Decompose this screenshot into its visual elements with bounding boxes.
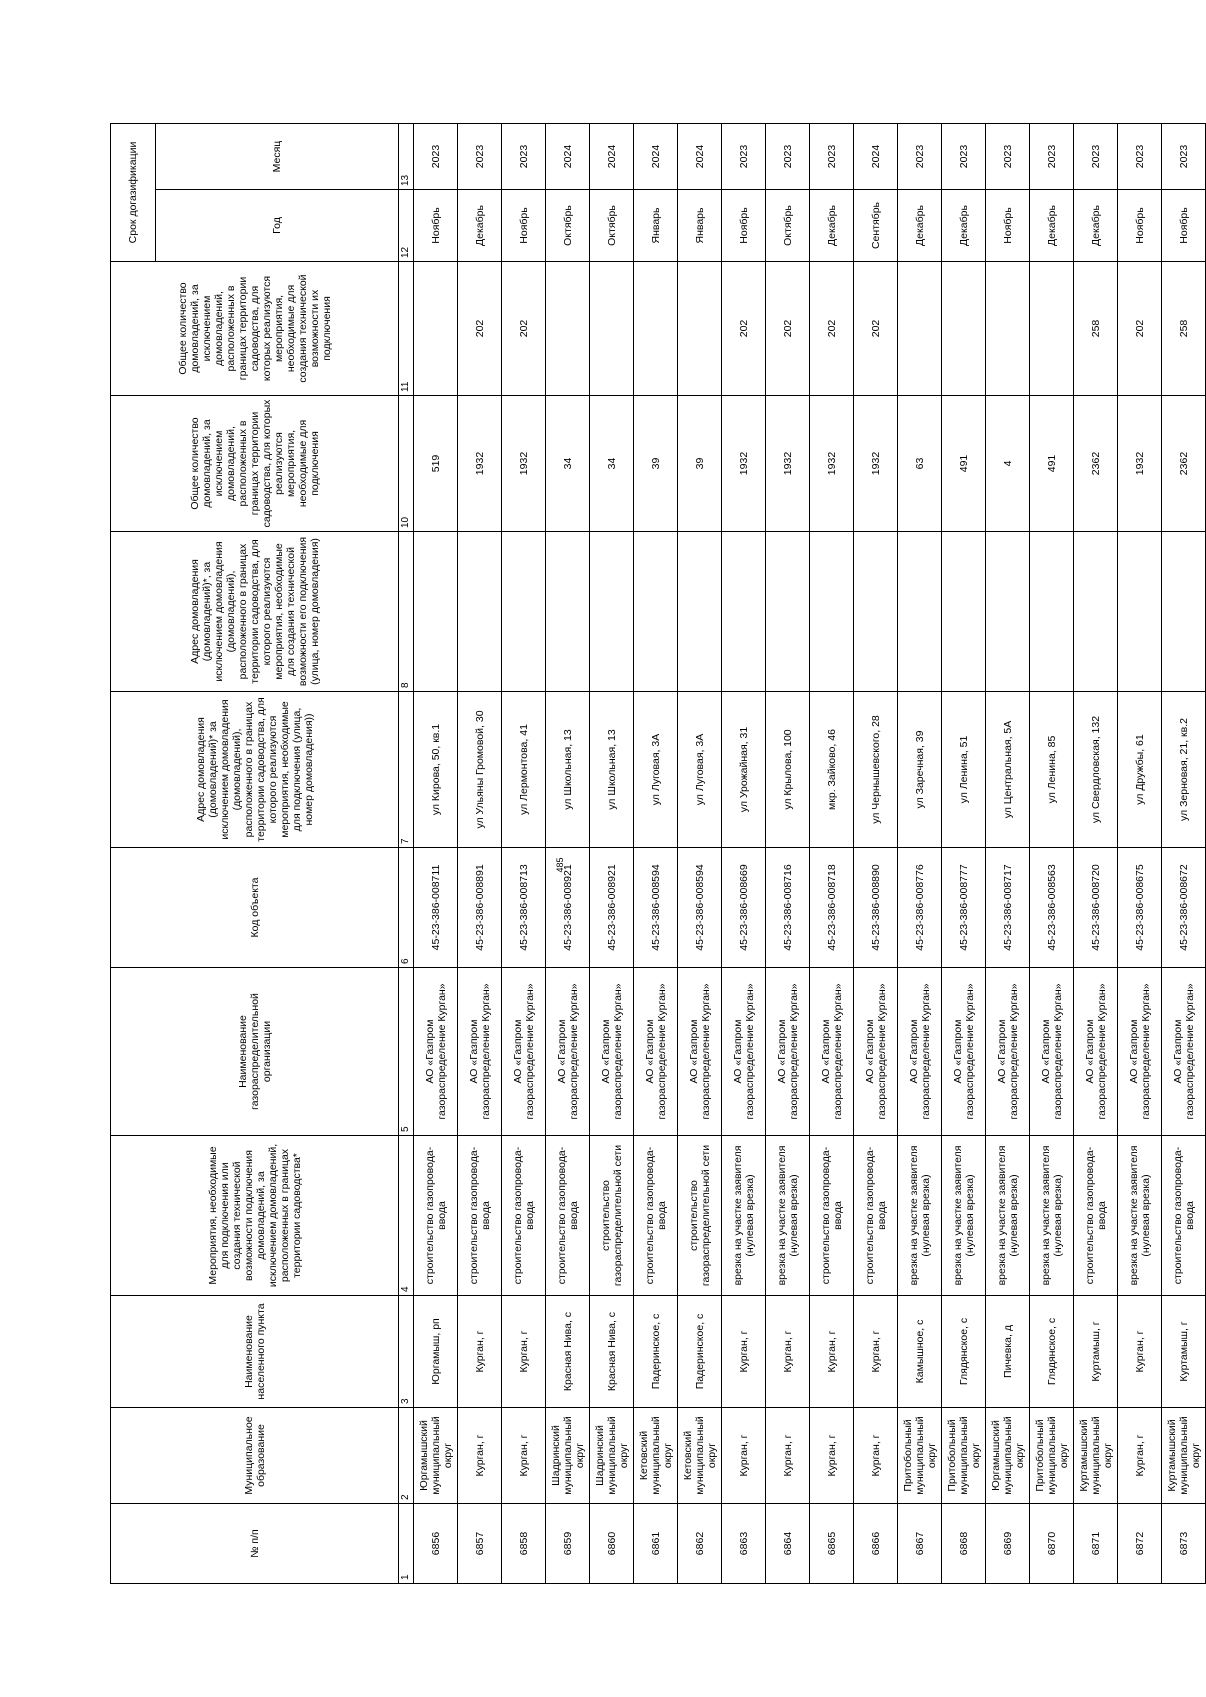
column-number: 5 <box>399 968 414 1136</box>
cell-year: Ноябрь <box>1162 190 1206 262</box>
cell-month: 2024 <box>546 124 590 190</box>
cell-num: 6867 <box>898 1504 942 1584</box>
cell-object-code: 45-23-386-008776 <box>898 848 942 968</box>
cell-num: 6873 <box>1162 1504 1206 1584</box>
cell-measure: врезка на участке заявителя (нулевая врезка) <box>898 1136 942 1296</box>
cell-count-connection: 1932 <box>722 396 766 532</box>
cell-settlement: Куртамыш, г <box>1162 1296 1206 1408</box>
cell-num: 6871 <box>1074 1504 1118 1584</box>
cell-municipality: Шадринский муниципальный округ <box>590 1408 634 1504</box>
cell-address-tech <box>634 532 678 692</box>
cell-address-tech <box>678 532 722 692</box>
cell-count-tech <box>1030 262 1074 396</box>
cell-num: 6863 <box>722 1504 766 1584</box>
cell-municipality: Курган, г <box>1118 1408 1162 1504</box>
page-number: 485 <box>555 857 565 873</box>
header-num: № п/п <box>111 1504 399 1584</box>
cell-measure: строительство газопровода-ввода <box>546 1136 590 1296</box>
table-row <box>414 124 458 1584</box>
cell-gas-org: АО «Газпром газораспределение Курган» <box>1030 968 1074 1136</box>
column-number: 1 <box>399 1504 414 1584</box>
cell-gas-org: АО «Газпром газораспределение Курган» <box>1118 968 1162 1136</box>
cell-object-code: 45-23-386-008777 <box>942 848 986 968</box>
cell-settlement: Глядянское, с <box>942 1296 986 1408</box>
cell-address-tech <box>414 532 458 692</box>
cell-num: 6862 <box>678 1504 722 1584</box>
table-row <box>502 124 546 1584</box>
cell-count-connection: 2362 <box>1074 396 1118 532</box>
cell-count-tech: 202 <box>1118 262 1162 396</box>
header-year: Год <box>156 190 399 262</box>
cell-num: 6858 <box>502 1504 546 1584</box>
cell-settlement: Падеринское, с <box>678 1296 722 1408</box>
cell-count-tech: 202 <box>722 262 766 396</box>
cell-address-tech <box>722 532 766 692</box>
cell-gas-org: АО «Газпром газораспределение Курган» <box>546 968 590 1136</box>
table-row <box>810 124 854 1584</box>
cell-gas-org: АО «Газпром газораспределение Курган» <box>590 968 634 1136</box>
cell-municipality: Юргамышский муниципальный округ <box>986 1408 1030 1504</box>
table-row <box>546 124 590 1584</box>
cell-count-connection: 34 <box>546 396 590 532</box>
cell-year: Декабрь <box>1030 190 1074 262</box>
cell-measure: строительство газопровода-ввода <box>854 1136 898 1296</box>
cell-municipality: Кетовский муниципальный округ <box>678 1408 722 1504</box>
header-settlement: Наименование населенного пункта <box>111 1296 399 1408</box>
cell-count-tech <box>678 262 722 396</box>
header-gas-org: Наименование газораспределительной организации <box>111 968 399 1136</box>
column-number: 12 <box>399 190 414 262</box>
cell-year: Ноябрь <box>722 190 766 262</box>
cell-year: Ноябрь <box>986 190 1030 262</box>
cell-object-code: 45-23-386-008890 <box>854 848 898 968</box>
cell-settlement: Пичевка, д <box>986 1296 1030 1408</box>
table-row <box>590 124 634 1584</box>
cell-num: 6868 <box>942 1504 986 1584</box>
rotated-table-container <box>110 124 1202 1584</box>
cell-count-tech: 202 <box>502 262 546 396</box>
cell-object-code: 45-23-386-008672 <box>1162 848 1206 968</box>
cell-municipality: Кетовский муниципальный округ <box>634 1408 678 1504</box>
cell-settlement: Красная Нива, с <box>590 1296 634 1408</box>
cell-measure: врезка на участке заявителя (нулевая врезка) <box>722 1136 766 1296</box>
cell-object-code: 45-23-386-008669 <box>722 848 766 968</box>
cell-year: Январь <box>678 190 722 262</box>
table-row <box>1162 124 1206 1584</box>
cell-address-tech <box>1074 532 1118 692</box>
cell-object-code: 45-23-386-008716 <box>766 848 810 968</box>
column-number: 13 <box>399 124 414 190</box>
cell-object-code: 45-23-386-008921 <box>590 848 634 968</box>
header-address-connection: Адрес домовладения (домовладений)* за исключением домовладения (домовладений), расположенного в границах территории садоводства, для которого реализуются мероприятия, необходимые для подключения (улица, номер домовладения)) <box>111 692 399 848</box>
cell-municipality: Курган, г <box>854 1408 898 1504</box>
cell-address-tech <box>502 532 546 692</box>
cell-address-tech <box>590 532 634 692</box>
cell-count-connection: 34 <box>590 396 634 532</box>
cell-measure: строительство газопровода-ввода <box>414 1136 458 1296</box>
cell-gas-org: АО «Газпром газораспределение Курган» <box>1162 968 1206 1136</box>
table-row <box>1118 124 1162 1584</box>
cell-municipality: Курган, г <box>722 1408 766 1504</box>
cell-year: Ноябрь <box>502 190 546 262</box>
cell-address-tech <box>458 532 502 692</box>
cell-count-tech <box>986 262 1030 396</box>
cell-year: Октябрь <box>766 190 810 262</box>
cell-month: 2023 <box>458 124 502 190</box>
cell-count-connection: 491 <box>1030 396 1074 532</box>
cell-gas-org: АО «Газпром газораспределение Курган» <box>1074 968 1118 1136</box>
cell-address-connection: ул Чернышевского, 28 <box>854 692 898 848</box>
cell-object-code: 45-23-386-008675 <box>1118 848 1162 968</box>
cell-count-tech <box>590 262 634 396</box>
cell-settlement: Камышное, с <box>898 1296 942 1408</box>
cell-municipality: Куртамышский муниципальный округ <box>1074 1408 1118 1504</box>
cell-num: 6869 <box>986 1504 1030 1584</box>
cell-municipality: Притобольный муниципальный округ <box>942 1408 986 1504</box>
cell-address-connection: ул Ленина, 85 <box>1030 692 1074 848</box>
cell-measure: строительство газопровода-ввода <box>1162 1136 1206 1296</box>
table-row <box>634 124 678 1584</box>
cell-object-code: 45-23-386-008713 <box>502 848 546 968</box>
cell-year: Ноябрь <box>414 190 458 262</box>
cell-address-tech <box>546 532 590 692</box>
cell-address-connection: ул Дружбы, 61 <box>1118 692 1162 848</box>
cell-address-tech <box>766 532 810 692</box>
table-row <box>1030 124 1074 1584</box>
cell-count-connection: 1932 <box>810 396 854 532</box>
cell-month: 2023 <box>1118 124 1162 190</box>
cell-gas-org: АО «Газпром газораспределение Курган» <box>986 968 1030 1136</box>
cell-measure: строительство газопровода-ввода <box>810 1136 854 1296</box>
table-row <box>458 124 502 1584</box>
cell-address-connection: ул Школьная, 13 <box>546 692 590 848</box>
cell-address-connection: ул Ленина, 51 <box>942 692 986 848</box>
cell-month: 2023 <box>502 124 546 190</box>
cell-address-tech <box>810 532 854 692</box>
cell-year: Ноябрь <box>1118 190 1162 262</box>
cell-num: 6861 <box>634 1504 678 1584</box>
cell-object-code: 45-23-386-008717 <box>986 848 1030 968</box>
column-number: 3 <box>399 1296 414 1408</box>
cell-measure: врезка на участке заявителя (нулевая врезка) <box>942 1136 986 1296</box>
cell-address-tech <box>1030 532 1074 692</box>
cell-measure: врезка на участке заявителя (нулевая врезка) <box>1030 1136 1074 1296</box>
column-number: 11 <box>399 262 414 396</box>
cell-address-tech <box>1118 532 1162 692</box>
cell-measure: строительство газопровода-ввода <box>502 1136 546 1296</box>
cell-count-tech <box>414 262 458 396</box>
cell-count-connection: 39 <box>678 396 722 532</box>
cell-settlement: Курган, г <box>766 1296 810 1408</box>
cell-month: 2024 <box>590 124 634 190</box>
cell-month: 2024 <box>634 124 678 190</box>
cell-month: 2023 <box>942 124 986 190</box>
header-measures: Мероприятия, необходимые для подключения или создания технической возможности подключения домовладений, за исключением домовладений, расположенных в границах территории садоводства* <box>111 1136 399 1296</box>
cell-year: Октябрь <box>546 190 590 262</box>
cell-object-code: 45-23-386-008594 <box>678 848 722 968</box>
cell-address-connection: ул Центральная, 5А <box>986 692 1030 848</box>
column-number: 6 <box>399 848 414 968</box>
table-row <box>986 124 1030 1584</box>
cell-count-tech: 202 <box>766 262 810 396</box>
cell-month: 2024 <box>854 124 898 190</box>
cell-object-code: 45-23-386-008594 <box>634 848 678 968</box>
cell-settlement: Курган, г <box>810 1296 854 1408</box>
cell-num: 6859 <box>546 1504 590 1584</box>
cell-year: Декабрь <box>1074 190 1118 262</box>
table-row <box>678 124 722 1584</box>
gasification-table <box>110 123 1206 1584</box>
cell-year: Декабрь <box>898 190 942 262</box>
header-address-tech: Адрес домовладения (домовладений)*, за исключением домовладения (домовладений), расположенного в границах территории садоводства, для которого реализуются мероприятия, необходимые для создания технической возможности его подключения (улица, номер домовладения) <box>111 532 399 692</box>
cell-object-code: 45-23-386-008891 <box>458 848 502 968</box>
cell-count-tech: 258 <box>1074 262 1118 396</box>
cell-count-connection: 63 <box>898 396 942 532</box>
cell-settlement: Красная Нива, с <box>546 1296 590 1408</box>
cell-municipality: Курган, г <box>810 1408 854 1504</box>
cell-settlement: Курган, г <box>722 1296 766 1408</box>
cell-num: 6860 <box>590 1504 634 1584</box>
cell-gas-org: АО «Газпром газораспределение Курган» <box>634 968 678 1136</box>
cell-month: 2023 <box>1030 124 1074 190</box>
column-numbers-row <box>399 124 414 1584</box>
cell-gas-org: АО «Газпром газораспределение Курган» <box>502 968 546 1136</box>
cell-month: 2023 <box>810 124 854 190</box>
cell-object-code: 45-23-386-008921 <box>546 848 590 968</box>
cell-count-connection: 1932 <box>502 396 546 532</box>
cell-settlement: Курган, г <box>502 1296 546 1408</box>
header-count-connection: Общее количество домовладений, за исключением домовладений, расположенных в границах территории садоводства, для которых реализуются мероприятия, необходимые для подключения <box>111 396 399 532</box>
cell-month: 2023 <box>766 124 810 190</box>
cell-count-connection: 1932 <box>854 396 898 532</box>
column-number: 4 <box>399 1136 414 1296</box>
cell-count-tech <box>942 262 986 396</box>
cell-gas-org: АО «Газпром газораспределение Курган» <box>678 968 722 1136</box>
cell-month: 2023 <box>898 124 942 190</box>
cell-address-tech <box>942 532 986 692</box>
cell-month: 2023 <box>986 124 1030 190</box>
cell-measure: строительство газопровода-ввода <box>1074 1136 1118 1296</box>
cell-count-tech: 202 <box>854 262 898 396</box>
cell-address-connection: ул Зерновая, 21, кв.2 <box>1162 692 1206 848</box>
header-row <box>111 124 156 1584</box>
table-row <box>898 124 942 1584</box>
cell-gas-org: АО «Газпром газораспределение Курган» <box>722 968 766 1136</box>
cell-count-tech: 202 <box>458 262 502 396</box>
header-month: Месяц <box>156 124 399 190</box>
cell-count-connection: 519 <box>414 396 458 532</box>
cell-municipality: Притобольный муниципальный округ <box>1030 1408 1074 1504</box>
cell-count-connection: 491 <box>942 396 986 532</box>
cell-num: 6857 <box>458 1504 502 1584</box>
cell-count-tech <box>634 262 678 396</box>
cell-address-tech <box>898 532 942 692</box>
header-municipality: Муниципальное образование <box>111 1408 399 1504</box>
cell-address-connection: ул Свердловская, 132 <box>1074 692 1118 848</box>
cell-count-connection: 1932 <box>458 396 502 532</box>
cell-object-code: 45-23-386-008720 <box>1074 848 1118 968</box>
cell-year: Декабрь <box>810 190 854 262</box>
cell-count-tech <box>546 262 590 396</box>
cell-address-tech <box>854 532 898 692</box>
cell-object-code: 45-23-386-008563 <box>1030 848 1074 968</box>
cell-measure: строительство газопровода-ввода <box>458 1136 502 1296</box>
cell-count-tech: 258 <box>1162 262 1206 396</box>
cell-address-connection: ул Крылова, 100 <box>766 692 810 848</box>
cell-settlement: Куртамыш, г <box>1074 1296 1118 1408</box>
cell-gas-org: АО «Газпром газораспределение Курган» <box>458 968 502 1136</box>
cell-count-connection: 1932 <box>1118 396 1162 532</box>
cell-year: Январь <box>634 190 678 262</box>
cell-gas-org: АО «Газпром газораспределение Курган» <box>942 968 986 1136</box>
cell-year: Сентябрь <box>854 190 898 262</box>
cell-settlement: Глядянское, с <box>1030 1296 1074 1408</box>
cell-address-connection: мкр. Зайково, 46 <box>810 692 854 848</box>
column-number: 10 <box>399 396 414 532</box>
cell-address-connection: ул Урожайная, 31 <box>722 692 766 848</box>
cell-settlement: Падеринское, с <box>634 1296 678 1408</box>
cell-address-connection: ул Кирова, 50, кв.1 <box>414 692 458 848</box>
cell-measure: строительство газопровода-ввода <box>634 1136 678 1296</box>
cell-measure: врезка на участке заявителя (нулевая врезка) <box>766 1136 810 1296</box>
cell-address-connection: ул Луговая, 3А <box>634 692 678 848</box>
cell-num: 6866 <box>854 1504 898 1584</box>
table-row <box>1074 124 1118 1584</box>
cell-gas-org: АО «Газпром газораспределение Курган» <box>414 968 458 1136</box>
cell-address-tech <box>1162 532 1206 692</box>
cell-municipality: Шадринский муниципальный округ <box>546 1408 590 1504</box>
cell-municipality: Куртамышский муниципальный округ <box>1162 1408 1206 1504</box>
cell-address-tech <box>986 532 1030 692</box>
cell-settlement: Курган, г <box>458 1296 502 1408</box>
cell-address-connection: ул Заречная, 39 <box>898 692 942 848</box>
header-count-tech: Общее количество домовладений, за исключением домовладений, расположенных в границах территории садоводства, для которых реализуются мероприятия, необходимые для создания технической возможности их подключения <box>111 262 399 396</box>
cell-measure: врезка на участке заявителя (нулевая врезка) <box>1118 1136 1162 1296</box>
cell-municipality: Курган, г <box>766 1408 810 1504</box>
cell-municipality: Курган, г <box>458 1408 502 1504</box>
cell-object-code: 45-23-386-008711 <box>414 848 458 968</box>
cell-count-tech: 202 <box>810 262 854 396</box>
cell-num: 6864 <box>766 1504 810 1584</box>
table-row <box>766 124 810 1584</box>
cell-municipality: Юргамышский муниципальный округ <box>414 1408 458 1504</box>
table-row <box>854 124 898 1584</box>
cell-gas-org: АО «Газпром газораспределение Курган» <box>854 968 898 1136</box>
table-body <box>399 124 1206 1584</box>
column-number: 2 <box>399 1408 414 1504</box>
column-number: 8 <box>399 532 414 692</box>
header-term: Срок догазификации <box>111 124 156 262</box>
cell-municipality: Курган, г <box>502 1408 546 1504</box>
cell-gas-org: АО «Газпром газораспределение Курган» <box>898 968 942 1136</box>
cell-count-connection: 1932 <box>766 396 810 532</box>
cell-year: Октябрь <box>590 190 634 262</box>
cell-count-connection: 2362 <box>1162 396 1206 532</box>
cell-measure: строительство газораспределительной сети <box>590 1136 634 1296</box>
cell-address-connection: ул Лермонтова, 41 <box>502 692 546 848</box>
cell-num: 6872 <box>1118 1504 1162 1584</box>
cell-measure: строительство газораспределительной сети <box>678 1136 722 1296</box>
cell-municipality: Притобольный муниципальный округ <box>898 1408 942 1504</box>
cell-count-connection: 39 <box>634 396 678 532</box>
cell-settlement: Курган, г <box>1118 1296 1162 1408</box>
table-row <box>942 124 986 1584</box>
cell-month: 2024 <box>678 124 722 190</box>
cell-gas-org: АО «Газпром газораспределение Курган» <box>810 968 854 1136</box>
cell-settlement: Курган, г <box>854 1296 898 1408</box>
cell-month: 2023 <box>1074 124 1118 190</box>
cell-num: 6856 <box>414 1504 458 1584</box>
cell-measure: врезка на участке заявителя (нулевая врезка) <box>986 1136 1030 1296</box>
cell-address-connection: ул Луговая, 3А <box>678 692 722 848</box>
cell-month: 2023 <box>414 124 458 190</box>
cell-address-connection: ул Школьная, 13 <box>590 692 634 848</box>
cell-settlement: Юргамыш, рп <box>414 1296 458 1408</box>
cell-year: Декабрь <box>458 190 502 262</box>
cell-object-code: 45-23-386-008718 <box>810 848 854 968</box>
cell-year: Декабрь <box>942 190 986 262</box>
cell-address-connection: ул Ульяны Громовой, 30 <box>458 692 502 848</box>
cell-num: 6870 <box>1030 1504 1074 1584</box>
cell-num: 6865 <box>810 1504 854 1584</box>
cell-count-connection: 4 <box>986 396 1030 532</box>
cell-count-tech <box>898 262 942 396</box>
column-number: 7 <box>399 692 414 848</box>
cell-month: 2023 <box>1162 124 1206 190</box>
cell-gas-org: АО «Газпром газораспределение Курган» <box>766 968 810 1136</box>
cell-month: 2023 <box>722 124 766 190</box>
header-object-code: Код объекта <box>111 848 399 968</box>
table-row <box>722 124 766 1584</box>
